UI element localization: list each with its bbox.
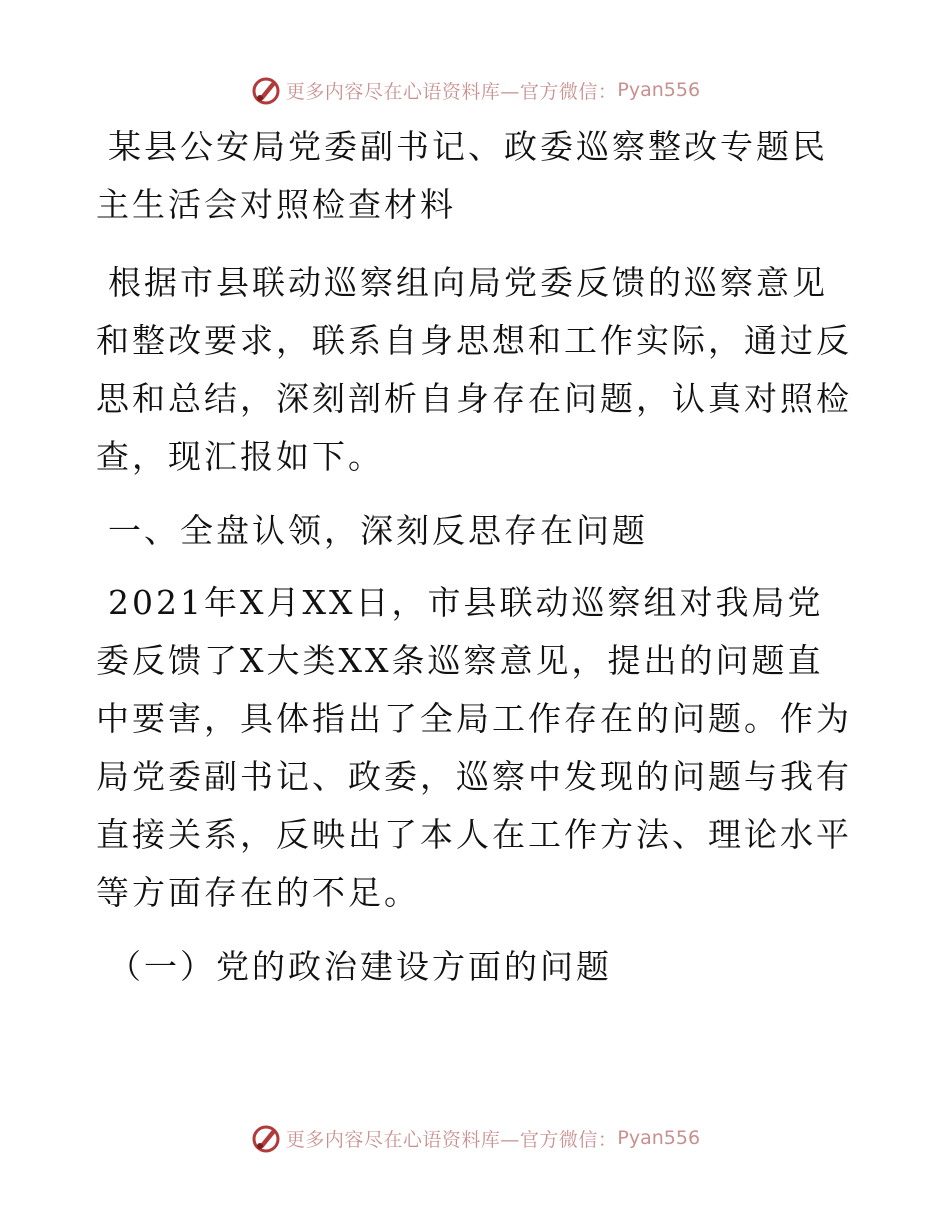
section-paragraph: 2021年X月XX日，市县联动巡察组对我局党委反馈了X大类XX条巡察意见，提出的问题直中要害，具体指出了全局工作存在的问题。作为局党委副书记、政委，巡察中发现的问题与我有直接关系，反映出了本人在工作方法、理论水平等方面存在的不足。 xyxy=(96,583,852,912)
wechat-id: Pyan556 xyxy=(617,79,701,101)
wechat-id: Pyan556 xyxy=(617,1127,701,1149)
document-title: 某县公安局党委副书记、政委巡察整改专题民主生活会对照检查材料 xyxy=(96,127,828,224)
section-heading: 一、全盘认领，深刻反思存在问题 xyxy=(108,511,648,550)
intro-paragraph: 根据市县联动巡察组向局党委反馈的巡察意见和整改要求，联系自身思想和工作实际，通过反思和总结，深刻剖析自身存在问题，认真对照检查，现汇报如下。 xyxy=(96,263,852,476)
brush-logo-icon xyxy=(250,74,282,106)
document-body xyxy=(96,118,856,1010)
header-watermark-banner xyxy=(0,70,950,110)
footer-watermark-banner xyxy=(0,1118,950,1158)
subsection-heading: （一）党的政治建设方面的问题 xyxy=(108,947,612,986)
brush-logo-icon xyxy=(250,1122,282,1154)
watermark-text: 更多内容尽在心语资料库—官方微信： xyxy=(285,1128,618,1151)
watermark-text: 更多内容尽在心语资料库—官方微信： xyxy=(285,80,618,103)
